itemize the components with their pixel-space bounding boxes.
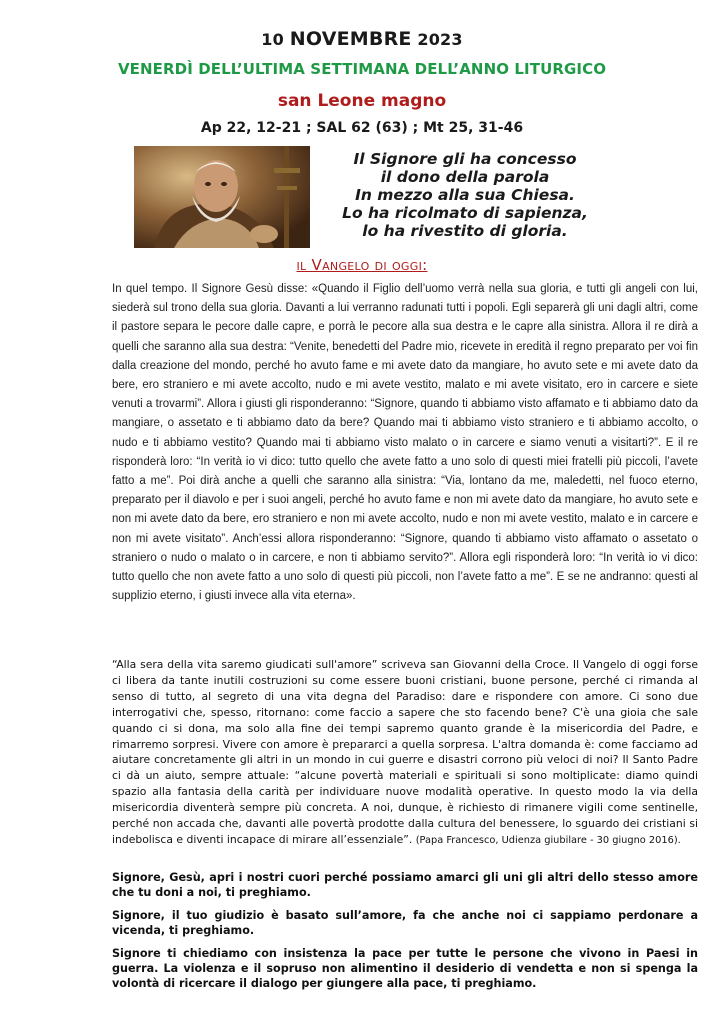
commentary bbox=[112, 657, 698, 849]
saint-of-day: san Leone magno bbox=[277, 91, 447, 111]
date-month: NOVEMBRE bbox=[289, 28, 412, 50]
quote-line: il dono della parola bbox=[380, 168, 550, 186]
prayer-item: Signore, Gesù, apri i nostri cuori perché possiamo amarci gli uni gli altri dello stesso amore che tu doni a noi, ti preghiamo. bbox=[112, 871, 698, 900]
commentary-text: “Alla sera della vita saremo giudicati sull'amore” scriveva san Giovanni della Croce. Il Vangelo di oggi forse ci libera da tante inutili costruzioni su come essere buoni cristiani, buone persone, perché ci rimanda al senso di tutto, al segreto di una vita degna del Paradiso: dare e rispondere con amore. Ci sono due interrogativi che, spesso, ritornano: come faccio a sapere che sto facendo bene? C'è una gioia che sale quando ci si dona, ma solo alla fine dei tempi sapremo quanto grande è la misericordia del Padre, e rimarremo sorpresi. Vivere con amore è prepararci a quella sorpresa. L'altra domanda è: come facciamo ad aiutare concretamente gli altri in un mondo in cui guerre e disastri corrono più veloci di noi? Il Santo Padre ci dà un aiuto, sempre attuale: “alcune povertà materiali e spirituali si sono moltiplicate: diamo quindi spazio alla fantasia della carità per individuare nuove modalità operative. In questo modo la via della misericordia diventerà sempre più concreta. A noi, dunque, è richiesto di rimanere vigili come sentinelle, perché non accada che, davanti alle povertà prodotte dalla cultura del benessere, lo sguardo dei cristiani si indebolisca e diventi incapace di mirare all’essenziale”. bbox=[112, 658, 698, 846]
saint-portrait-illustration bbox=[134, 146, 310, 248]
quote-line: Il Signore gli ha concesso bbox=[353, 150, 577, 168]
gospel-title: il Vangelo di oggi: bbox=[296, 256, 428, 274]
quote-line: Lo ha ricolmato di sapienza, bbox=[342, 204, 588, 222]
liturgical-day: VENERDÌ DELL’ULTIMA SETTIMANA DELL’ANNO LITURGICO bbox=[117, 60, 607, 78]
saint-portrait-image bbox=[134, 146, 310, 248]
commentary-source: (Papa Francesco, Udienza giubilare - 30 giugno 2016). bbox=[415, 834, 681, 846]
date-heading bbox=[0, 28, 724, 50]
gospel-text: In quel tempo. Il Signore Gesù disse: «Quando il Figlio dell’uomo verrà nella sua gloria, e tutti gli angeli con lui, siederà sul trono della sua gloria. Davanti a lui verranno radunati tutti i popoli. Egli separerà gli uni dagli altri, come il pastore separa le pecore dalle capre, e porrà le pecore alla sua destra e le capre alla sinistra. Allora il re dirà a quelli che saranno alla sua destra: “Venite, benedetti del Padre mio, ricevete in eredità il regno preparato per voi fin dalla creazione del mondo, perché ho avuto fame e mi avete dato da mangiare, ho avuto sete e mi avete dato da bere, ero straniero e mi avete accolto, nudo e mi avete vestito, malato e mi avete visitato, ero in carcere e siete venuti a trovarmi”. Allora i giusti gli risponderanno: “Signore, quando ti abbiamo visto affamato e ti abbiamo dato da mangiare, o assetato e ti abbiamo dato da bere? Quando mai ti abbiamo visto straniero e ti abbiamo accolto, o nudo e ti abbiamo vestito? Quando mai ti abbiamo visto malato o in carcere e siamo venuti a visitarti?”. E il re risponderà loro: “In verità io vi dico: tutto quello che avete fatto a uno solo di questi miei fratelli più piccoli, l’avete fatto a me”. Poi dirà anche a quelli che saranno alla sinistra: “Via, lontano da me, maledetti, nel fuoco eterno, preparato per il diavolo e per i suoi angeli, perché ho avuto fame e non mi avete dato da mangiare, ho avuto sete e non mi avete dato da bere, ero straniero e non mi avete accolto, nudo e non mi avete vestito, malato e in carcere e non mi avete visitato”. Anch’essi allora risponderanno: “Signore, quando ti abbiamo visto affamato o assetato o straniero o nudo o malato o in carcere, e non ti abbiamo servito?”. Allora egli risponderà loro: “In verità io vi dico: tutto quello che non avete fatto a uno solo di questi più piccoli, non l’avete fatto a me”. E se ne andranno: questi al supplizio eterno, i giusti invece alla vita eterna». bbox=[112, 283, 698, 603]
quote-line: lo ha rivestito di gloria. bbox=[362, 222, 568, 240]
quote-line: In mezzo alla sua Chiesa. bbox=[355, 186, 575, 204]
readings-references: Ap 22, 12-21 ; SAL 62 (63) ; Mt 25, 31-46 bbox=[200, 120, 524, 136]
date-day: 10 bbox=[261, 30, 284, 49]
prayers-section bbox=[112, 870, 698, 999]
date-year: 2023 bbox=[417, 30, 463, 49]
prayer-item: Signore ti chiediamo con insistenza la pace per tutte le persone che vivono in Paesi in guerra. La violenza e il sopruso non alimentino il desiderio di vendetta e non si spenga la volontà di ricercare il dialogo per giungere alla pace, ti preghiamo. bbox=[112, 946, 698, 991]
quote-block bbox=[330, 150, 600, 240]
prayer-item: Signore, il tuo giudizio è basato sull’amore, fa che anche noi ci sappiamo perdonare a vicenda, ti preghiamo. bbox=[112, 908, 698, 938]
